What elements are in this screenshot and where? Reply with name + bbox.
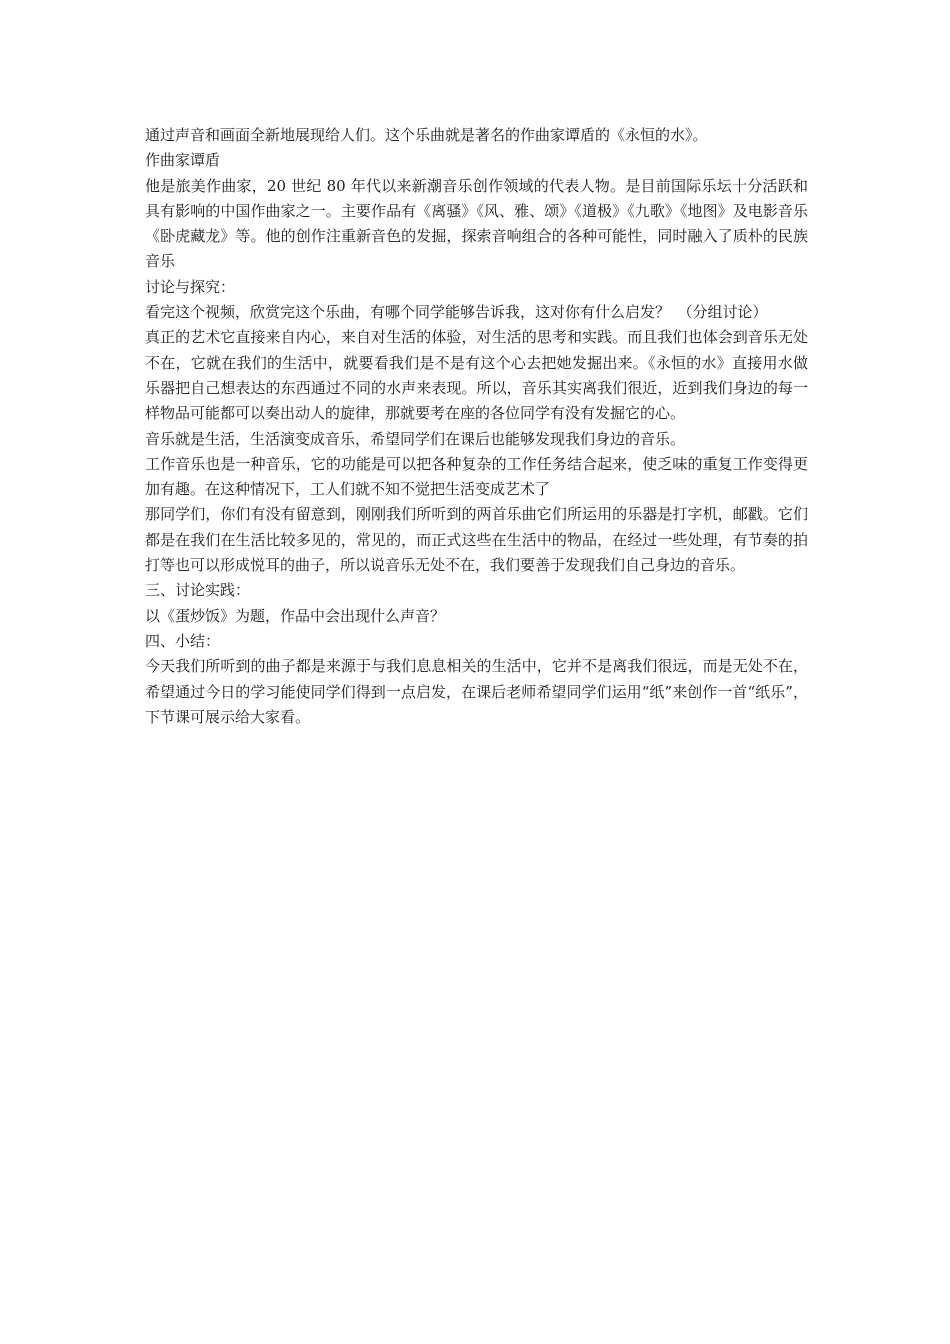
document-body xyxy=(145,123,808,730)
heading-discussion: 讨论与探究： xyxy=(145,277,236,296)
paragraph-composer-bio: 他是旅美作曲家，20 世纪 80 年代以来新潮音乐创作领域的代表人物。是目前国际乐坛十分活跃和具有影响的中国作曲家之一。主要作品有《离骚》《风、雅、颂》《道极》《九歌》《地图》及电影音乐《卧虎藏龙》等。他的创作注重新音色的发掘，探索音响组合的各种可能性，同时融入了质朴的民族音乐 xyxy=(145,176,808,271)
heading-summary: 四、小结： xyxy=(145,631,221,650)
paragraph-work-music: 工作音乐也是一种音乐，它的功能是可以把各种复杂的工作任务结合起来，使乏味的重复工作变得更加有趣。在这种情况下，工人们就不知不觉把生活变成艺术了 xyxy=(145,454,808,499)
paragraph-question: 看完这个视频，欣赏完这个乐曲，有哪个同学能够告诉我，这对你有什么启发？ （分组讨论） xyxy=(145,303,768,322)
paragraph-instruments: 那同学们，你们有没有留意到，刚刚我们所听到的两首乐曲它们所运用的乐器是打字机，邮戳。它们都是在我们在生活比较多见的，常见的，而正式这些在生活中的物品，在经过一些处理，有节奏的拍打等也可以形成悦耳的曲子，所以说音乐无处不在，我们要善于发现我们自己身边的音乐。 xyxy=(145,505,808,575)
paragraph-art-from-life: 真正的艺术它直接来自内心，来自对生活的体验，对生活的思考和实践。而且我们也体会到音乐无处不在，它就在我们的生活中，就要看我们是不是有这个心去把她发掘出来。《永恒的水》直接用水做乐器把自己想表达的东西通过不同的水声来表现。所以，音乐其实离我们很近，近到我们身边的每一样物品可能都可以奏出动人的旋律，那就要考在座的各位同学有没有发掘它的心。 xyxy=(145,328,808,423)
paragraph-summary: 今天我们所听到的曲子都是来源于与我们息息相关的生活中，它并不是离我们很远，而是无处不在，希望通过今日的学习能使同学们得到一点启发，在课后老师希望同学们运用“纸”来创作一首“纸乐”，下节课可展示给大家看。 xyxy=(145,657,808,726)
heading-composer: 作曲家谭盾 xyxy=(145,151,221,170)
paragraph-intro: 通过声音和画面全新地展现给人们。这个乐曲就是著名的作曲家谭盾的《永恒的水》。 xyxy=(145,126,708,144)
heading-practice: 三、讨论实践： xyxy=(145,581,251,600)
paragraph-music-is-life: 音乐就是生活，生活演变成音乐，希望同学们在课后也能够发现我们身边的音乐。 xyxy=(145,429,686,448)
paragraph-practice-topic: 以《蛋炒饭》为题，作品中会出现什么声音？ xyxy=(145,606,446,625)
